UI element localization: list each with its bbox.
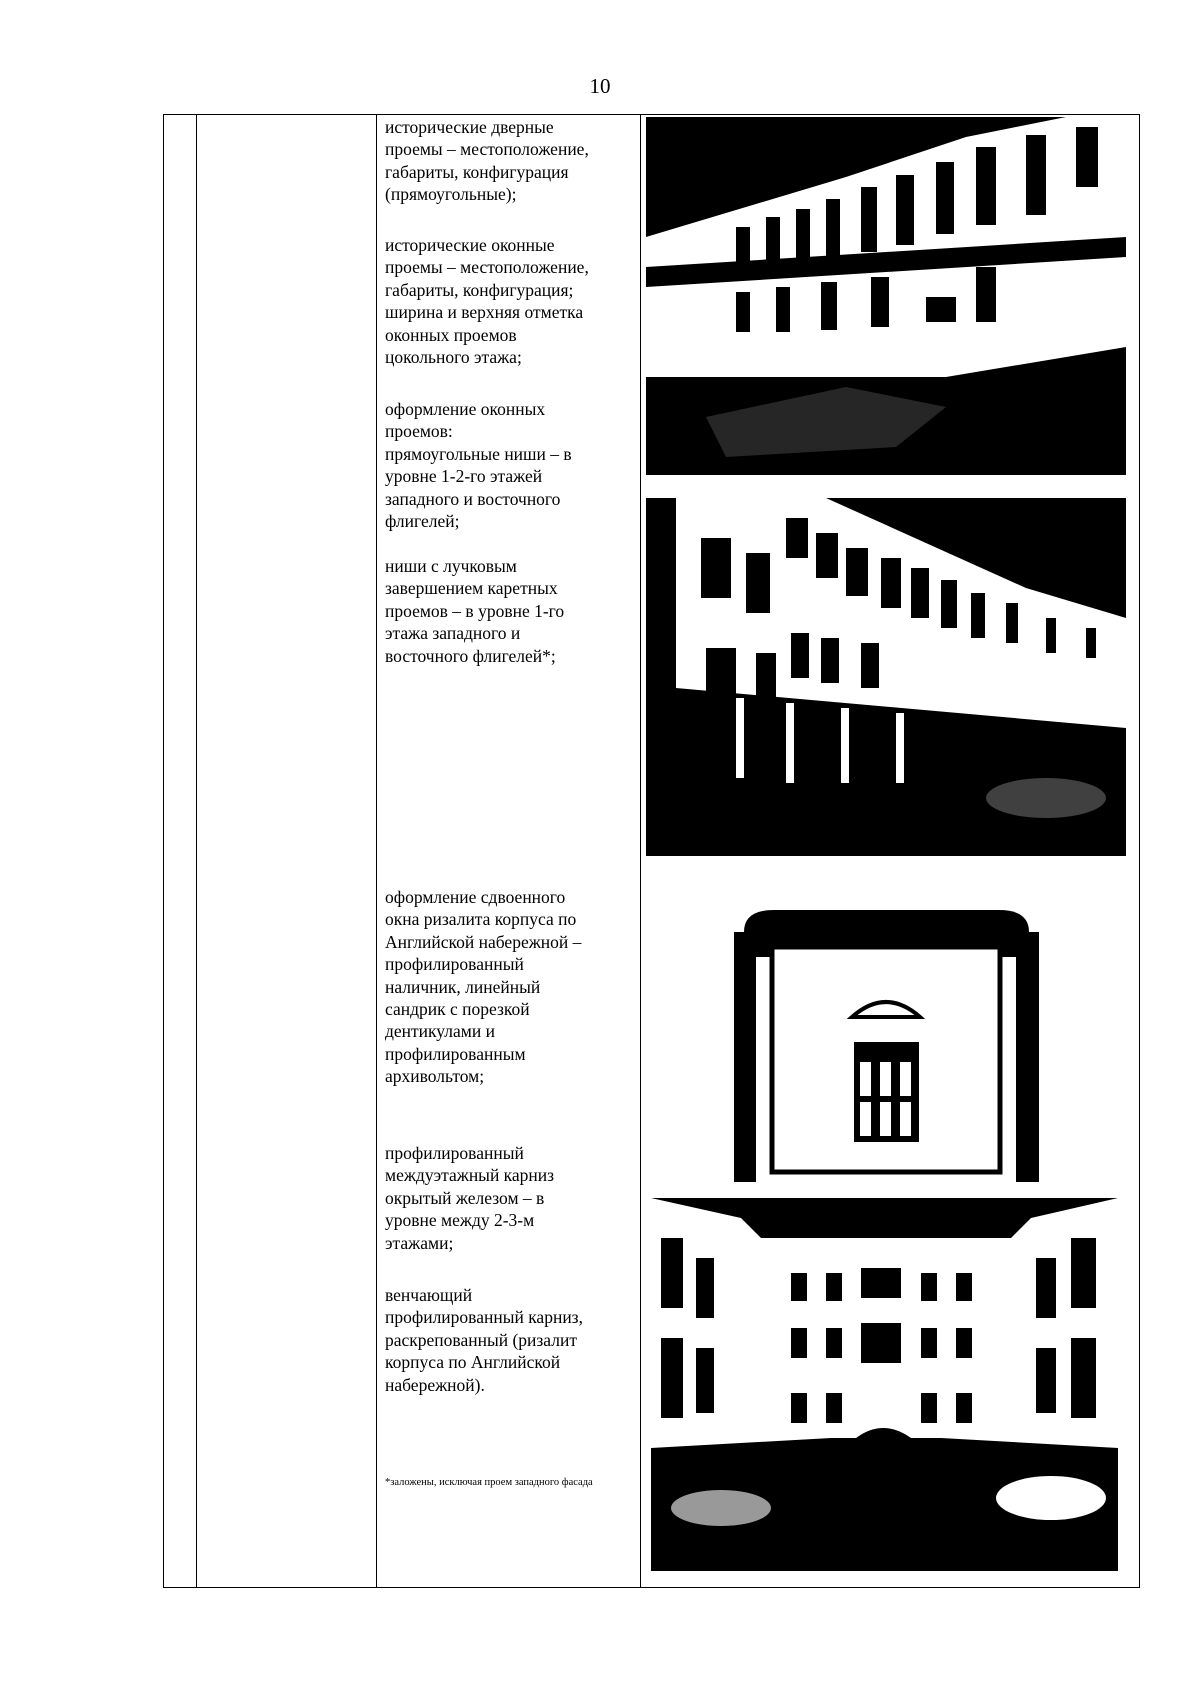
photo-facade-street	[646, 117, 1126, 475]
photo-courtyard	[651, 1198, 1118, 1571]
column-divider-3	[640, 115, 641, 1587]
page-number: 10	[589, 74, 611, 98]
footnote: *заложены, исключая проем западного фасада	[385, 1477, 593, 1488]
paragraph-door-openings: исторические дверные проемы – местоположение, габариты, конфигурация (прямоугольные);	[385, 117, 589, 205]
paragraph-window-decoration: оформление оконных проемов: прямоугольные ниши – в уровне 1-2-го этажей западного и восточного флигелей;	[385, 399, 572, 532]
paragraph-arched-niches: ниши с лучковым завершением каретных проемов – в уровне 1-го этажа западного и восточного флигелей*;	[385, 556, 565, 666]
photo-long-facade	[646, 498, 1126, 856]
paragraph-window-openings: исторические оконные проемы – местоположение, габариты, конфигурация; ширина и верхняя отметка оконных проемов цокольного этажа;	[385, 235, 589, 368]
column-divider-1	[196, 115, 197, 1587]
paragraph-twin-window: оформление сдвоенного окна ризалита корпуса по Английской набережной – профилированный наличник, линейный сандрик с порезкой дентикулами и профилированным архивольтом;	[385, 887, 582, 1087]
photo-twin-window	[734, 902, 1039, 1182]
paragraph-interfloor-cornice: профилированный междуэтажный карниз окрытый железом – в уровне между 2-3-м этажами;	[385, 1143, 555, 1253]
paragraph-crowning-cornice: венчающий профилированный карниз, раскрепованный (ризалит корпуса по Английской набережной).	[385, 1285, 583, 1395]
column-divider-2	[376, 115, 377, 1587]
